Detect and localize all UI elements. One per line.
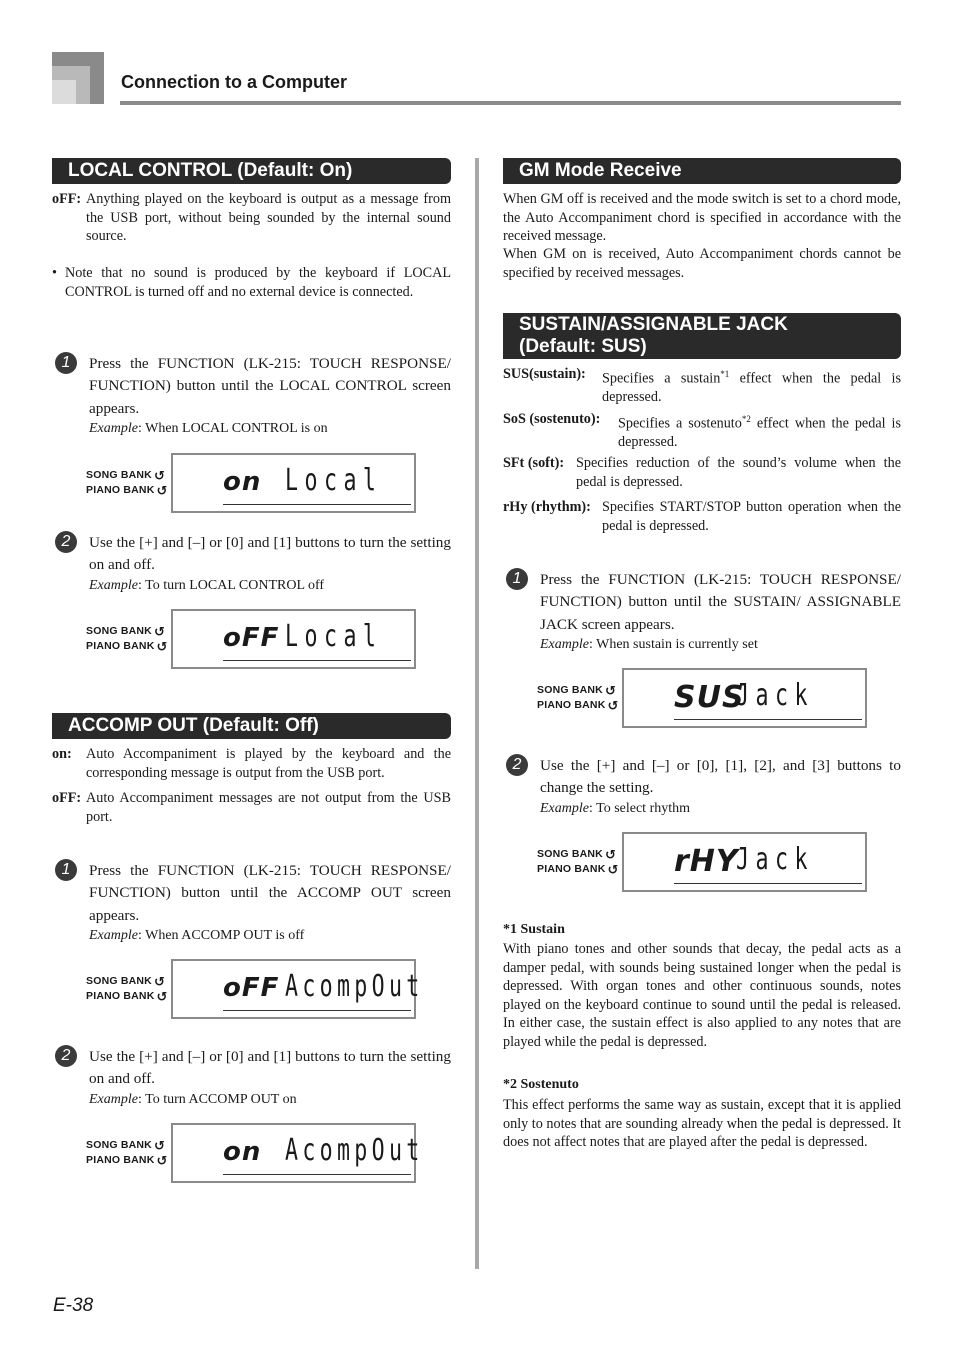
piano-bank-label: PIANO BANK bbox=[86, 990, 155, 1002]
bank-arrow-icon: ↺ bbox=[604, 682, 617, 698]
step-number-1: 1 bbox=[55, 859, 77, 881]
lcd-underline bbox=[674, 883, 862, 884]
step-number-2: 2 bbox=[55, 531, 77, 553]
song-bank-label: SONG BANK bbox=[86, 469, 152, 481]
example-label: Example bbox=[89, 578, 138, 593]
sustain-heading-line2: (Default: SUS) bbox=[519, 336, 647, 357]
song-bank-label: SONG BANK bbox=[537, 848, 603, 860]
lcd-underline bbox=[674, 719, 862, 720]
footnote-1-text: With piano tones and other sounds that decay, the pedal acts as a damper pedal, with sounds being sustained longer when the pedal is depressed. With organ tones and other continuous sounds, notes played on the keyboard continue to sound until the pedal is released. In either case, the sustain effect is also applied to any notes that are played while the pedal is depressed. bbox=[503, 941, 901, 1050]
lcd-value: oFF bbox=[223, 973, 280, 1003]
section-title: Connection to a Computer bbox=[121, 72, 347, 92]
step-number-1: 1 bbox=[55, 352, 77, 374]
piano-bank-label: PIANO BANK bbox=[537, 863, 606, 875]
sustain-step2-text: Use the [+] and [–] or [0], [1], [2], and [3] buttons to change the setting. bbox=[540, 757, 901, 797]
lcd-display bbox=[171, 1123, 424, 1183]
lcd-value: on bbox=[223, 467, 262, 497]
lcd-display bbox=[171, 609, 416, 669]
footnote-ref-2: *2 bbox=[741, 414, 751, 424]
bank-labels bbox=[86, 974, 168, 1004]
song-bank-label: SONG BANK bbox=[86, 975, 152, 987]
lcd-display bbox=[171, 959, 424, 1019]
bank-labels bbox=[86, 1138, 168, 1168]
example-text: : To turn LOCAL CONTROL off bbox=[137, 578, 325, 593]
bank-labels bbox=[86, 624, 168, 654]
accomp-step2-example bbox=[89, 1091, 297, 1109]
accomp-off-text: Auto Accompaniment messages are not output from the USB port. bbox=[86, 790, 451, 825]
song-bank-label: SONG BANK bbox=[86, 1139, 152, 1151]
lcd-word: Local bbox=[285, 463, 383, 498]
local-off-text: Anything played on the keyboard is output as a message from the USB port, without being sounded by the internal sound source. bbox=[86, 191, 451, 245]
footnote-1-title: *1 Sustain bbox=[503, 922, 565, 937]
bank-arrow-icon: ↺ bbox=[156, 638, 168, 654]
note-bullet: • bbox=[52, 265, 57, 281]
example-label: Example bbox=[89, 928, 138, 943]
accomp-on-text: Auto Accompaniment is played by the keyboard and the corresponding message is output from the USB port. bbox=[86, 746, 451, 781]
accomp-step1-text: Press the FUNCTION (LK-215: TOUCH RESPONSE/ FUNCTION) button until the ACCOMP OUT screen appears. bbox=[89, 862, 451, 924]
rhy-text: Specifies START/STOP button operation when the pedal is depressed. bbox=[602, 499, 901, 534]
example-label: Example bbox=[540, 801, 589, 816]
lcd-display bbox=[622, 832, 867, 892]
song-bank-label: SONG BANK bbox=[537, 684, 603, 696]
piano-bank-label: PIANO BANK bbox=[86, 640, 155, 652]
piano-bank-label: PIANO BANK bbox=[537, 699, 606, 711]
accomp-step2-text: Use the [+] and [–] or [0] and [1] buttons to turn the setting on and off. bbox=[89, 1048, 451, 1088]
lcd-word: Local bbox=[285, 619, 383, 654]
local-step2-example bbox=[89, 577, 324, 595]
lcd-underline bbox=[223, 1174, 411, 1175]
bank-arrow-icon: ↺ bbox=[153, 973, 166, 989]
lcd-underline bbox=[223, 660, 411, 661]
sustain-step1-example bbox=[540, 636, 758, 654]
sus-text-a: Specifies a sustain bbox=[602, 370, 721, 387]
gm-mode-text: When GM off is received and the mode switch is set to a chord mode, the Auto Accompaniment chord is specified in accordance with the received message. bbox=[503, 191, 901, 245]
local-off-label: oFF: bbox=[52, 191, 82, 207]
sustain-heading bbox=[503, 313, 901, 359]
gm-mode-heading: GM Mode Receive bbox=[503, 158, 901, 184]
bank-arrow-icon: ↺ bbox=[153, 467, 166, 483]
example-text: : To turn ACCOMP OUT on bbox=[137, 1092, 297, 1107]
sus-text bbox=[602, 365, 901, 407]
lcd-display bbox=[171, 453, 416, 513]
lcd-value: rHY bbox=[674, 844, 739, 879]
sustain-step2-example bbox=[540, 800, 690, 818]
rhy-label: rHy (rhythm): bbox=[503, 499, 591, 515]
local-note: Note that no sound is produced by the keyboard if LOCAL CONTROL is turned off and no external device is connected. bbox=[65, 265, 451, 300]
local-control-heading: LOCAL CONTROL (Default: On) bbox=[52, 158, 451, 184]
piano-bank-label: PIANO BANK bbox=[86, 1154, 155, 1166]
lcd-word: Jack bbox=[736, 842, 814, 877]
sus-label: SUS(sustain): bbox=[503, 366, 586, 382]
step-number-2: 2 bbox=[55, 1045, 77, 1067]
sos-text-a: Specifies a sostenuto bbox=[618, 415, 742, 432]
example-label: Example bbox=[89, 1092, 138, 1107]
lcd-underline bbox=[223, 1010, 411, 1011]
lcd-display bbox=[622, 668, 867, 728]
local-step1-example bbox=[89, 420, 328, 438]
bank-arrow-icon: ↺ bbox=[156, 1152, 168, 1168]
example-text: : When LOCAL CONTROL is on bbox=[137, 421, 328, 436]
example-text: : When sustain is currently set bbox=[588, 637, 758, 652]
bank-arrow-icon: ↺ bbox=[607, 697, 619, 713]
sft-label: SFt (soft): bbox=[503, 455, 565, 471]
bank-arrow-icon: ↺ bbox=[156, 988, 168, 1004]
page-number: E-38 bbox=[53, 1295, 94, 1316]
step-number-2: 2 bbox=[506, 754, 528, 776]
accomp-out-heading: ACCOMP OUT (Default: Off) bbox=[52, 713, 451, 739]
lcd-value: oFF bbox=[223, 623, 280, 653]
bank-arrow-icon: ↺ bbox=[153, 623, 166, 639]
example-text: : To select rhythm bbox=[588, 801, 691, 816]
sos-text bbox=[618, 410, 901, 452]
sos-text-b: effect when the pedal is depressed. bbox=[618, 415, 902, 451]
bank-arrow-icon: ↺ bbox=[607, 861, 619, 877]
lcd-word: AcompOut bbox=[285, 1133, 424, 1168]
bank-arrow-icon: ↺ bbox=[604, 846, 617, 862]
example-label: Example bbox=[540, 637, 589, 652]
lcd-underline bbox=[223, 504, 411, 505]
column-divider bbox=[475, 158, 479, 1269]
footnote-2-text: This effect performs the same way as sustain, except that it is applied only to notes that are sounding already when the pedal is depressed. It does not affect notes that are played after the pedal is depressed. bbox=[503, 1097, 901, 1151]
sos-label: SoS (sostenuto): bbox=[503, 411, 601, 427]
lcd-word: AcompOut bbox=[285, 969, 424, 1004]
header-decoration-inner bbox=[52, 80, 76, 104]
accomp-on-label: on: bbox=[52, 746, 72, 762]
gm-mode-text-2: When GM on is received, Auto Accompaniment chords cannot be specified by received messages. bbox=[503, 246, 901, 281]
footnote-ref-1: *1 bbox=[720, 369, 730, 379]
lcd-word: Jack bbox=[736, 678, 814, 713]
accomp-step1-example bbox=[89, 927, 304, 945]
example-text: : When ACCOMP OUT is off bbox=[137, 928, 305, 943]
lcd-value: on bbox=[223, 1137, 262, 1167]
footnote-2-title: *2 Sostenuto bbox=[503, 1077, 579, 1092]
sustain-heading-line1: SUSTAIN/ASSIGNABLE JACK bbox=[519, 314, 788, 335]
bank-labels bbox=[86, 468, 168, 498]
sus-text-b: effect when the pedal is depressed. bbox=[602, 370, 902, 406]
accomp-off-label: oFF: bbox=[52, 790, 82, 806]
bank-labels bbox=[537, 683, 619, 713]
sft-text: Specifies reduction of the sound’s volume when the pedal is depressed. bbox=[576, 455, 901, 490]
sustain-step1-text: Press the FUNCTION (LK-215: TOUCH RESPONSE/ FUNCTION) button until the SUSTAIN/ ASSIGNABLE JACK screen appears. bbox=[540, 571, 901, 633]
bank-arrow-icon: ↺ bbox=[156, 482, 168, 498]
local-step2-text: Use the [+] and [–] or [0] and [1] buttons to turn the setting on and off. bbox=[89, 534, 451, 574]
header-rule bbox=[120, 101, 901, 105]
lcd-value: SUS bbox=[674, 680, 745, 715]
song-bank-label: SONG BANK bbox=[86, 625, 152, 637]
bank-arrow-icon: ↺ bbox=[153, 1137, 166, 1153]
local-step1-text: Press the FUNCTION (LK-215: TOUCH RESPONSE/ FUNCTION) button until the LOCAL CONTROL screen appears. bbox=[89, 355, 451, 417]
step-number-1: 1 bbox=[506, 568, 528, 590]
bank-labels bbox=[537, 847, 619, 877]
example-label: Example bbox=[89, 421, 138, 436]
piano-bank-label: PIANO BANK bbox=[86, 484, 155, 496]
